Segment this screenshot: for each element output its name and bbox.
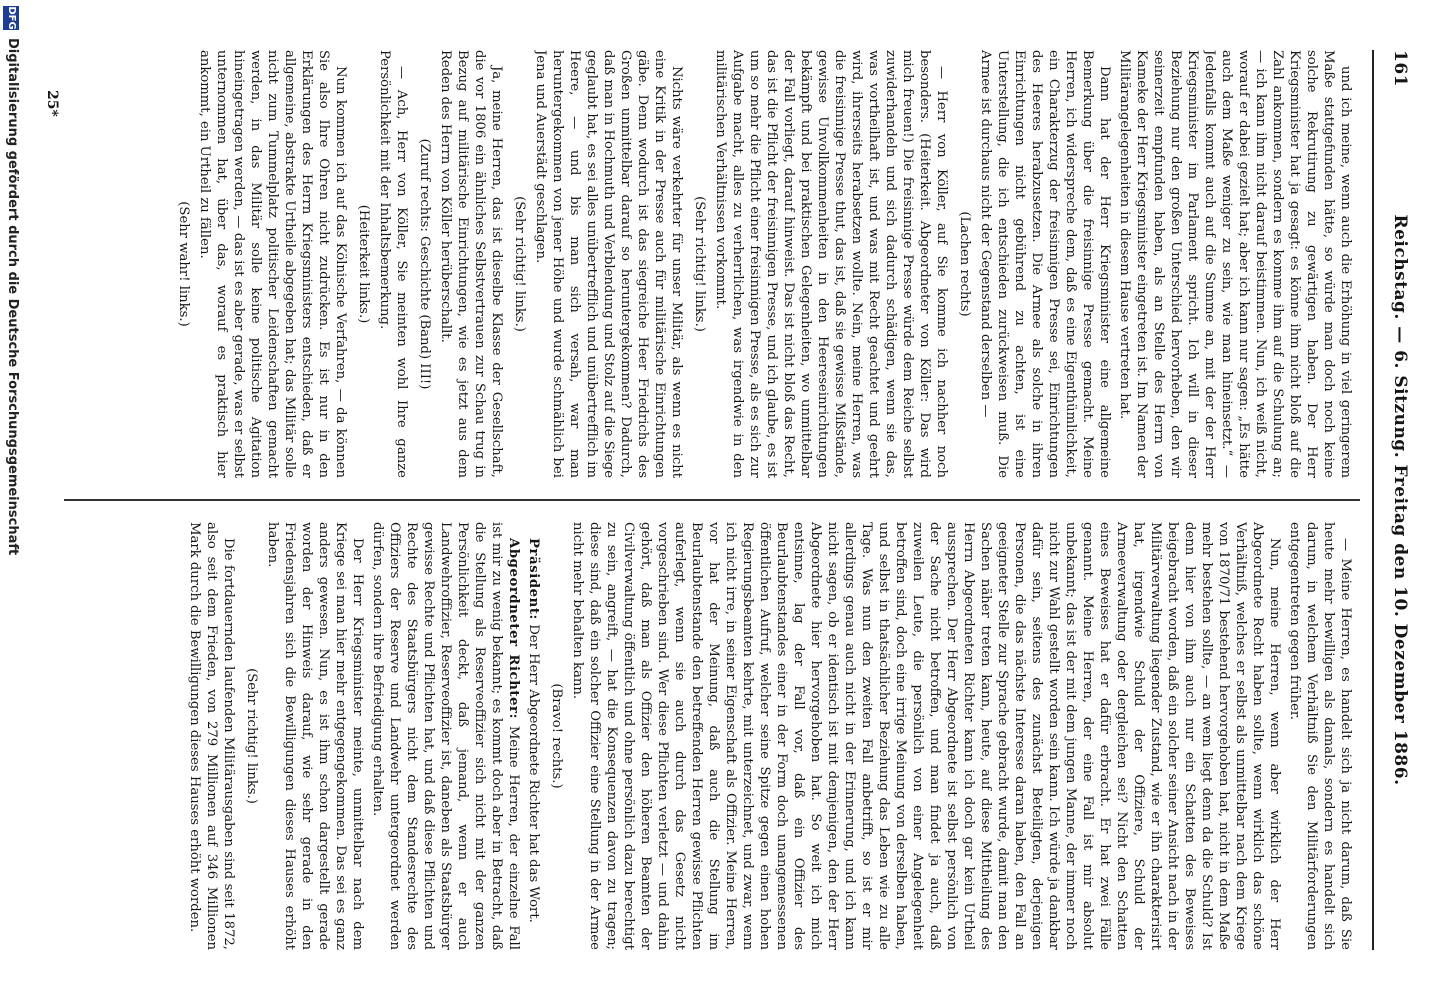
body-paragraph: Dann hat der Herr Kriegsminister eine allgemeine Bemerkung über die freisinnige Presse gemacht. Meine Herren, ich widerspreche dem, daß es eine Eigenthümlichkeit, ein Charakterzug der freisinnigen Presse sei, Einrichtungen des Heeres herabzusetzen. Die Armee als solche in ihren Einrichtungen nicht gebührend zu achten, ist eine Unterstellung, die ich entschieden zurückweisen muß. Die Armee ist durchaus nicht der Gegenstand derselben —: [978, 50, 1112, 478]
speaker-name: Abgeordneter Richter:: [506, 538, 521, 720]
stage-direction: (Lachen rechts): [957, 211, 972, 317]
watermark-text: Digitalisierung gefördert durch die Deutsche Forschungsgemeinschaft: [5, 38, 20, 556]
speech-paragraph: [525, 522, 542, 950]
column-second: [64, 522, 1354, 950]
running-title: Reichstag. — 6. Sitzung. Freitag den 10. Dezember 1886.: [1390, 214, 1410, 786]
body-paragraph: — Meine Herren, es handelt sich ja nicht darum, daß Sie heute mehr bewilligen als damals, sondern es handelt sich darum, in welchem Verhältniß Sie den Militärforderungen entgegentreten gegen früher.: [1287, 522, 1353, 950]
body-paragraph: — Herr von Köller, auf Sie komme ich nachher noch besonders. (Heiterkeit. Abgeordneter von Köller: Das wird mich freuen!) Die freisinnige Presse würde dem Reiche selbst zuwiderhandeln und sich dadurch schädigen, wenn sie das, was vortheilhaft ist, und was mit Recht geachtet und geehrt wird, ihrerseits herabsetzen wollte. Nein, meine Herren, was die freisinnige Presse thut, das ist, daß sie gewisse Mißstände, gewisse Unvollkommenheiten in den Heereseinrichtungen bekämpft und bei praktischen Gelegenheiten, wo unmittelbar der Fall vorliegt, darauf hinweist. Das ist nicht bloß das Recht, das ist die Pflicht der freisinnigen Presse, und ich glaube, es ist um so mehr die Pflicht einer freisinnigen Presse, als es sich zur Aufgabe macht, alles zu verherrlichen, was irgendwie in den militärischen Verhältnissen vorkommt.: [713, 50, 949, 478]
speech-text: Meine Herren, der einzelne Fall ist mir zu wenig bekannt; es kommt doch aber in Betracht, daß die Stellung als Reserveoffizier sich nicht mit der ganzen Persönlichkeit deckt, daß jemand, wenn er auch Landwehroffizier, Reserveoffizier ist, daneben als Staatsbürger gewisse Rechte und Pflichten hat, und daß diese Pflichten und Rechte des Staatsbürgers nicht dem Standesrechte des Offiziers der Reserve und Landwehr untergeordnet werden dürfen, sondern ihre Befriedigung erhalten.: [370, 522, 521, 950]
body-paragraph: Nun, meine Herren, wenn aber wirklich der Herr Abgeordnete Recht haben sollte, wenn wirklich das schöne Verhältniß, welches er selbst als unmittelbar nach dem Kriege von 1870/71 bestehend hervorgehoben hat, nicht in dem Maße mehr bestehen sollte, — an wem liegt denn da die Schuld? Ist denn hier von ihm auch nur ein Schatten des Beweises beigebracht worden, daß ein solcher seiner Ansicht nach in der Militärverwaltung liegender Zustand, wie er ihn charakterisirt hat, irgendwie Schuld der Offiziere, Schuld der Armeeverwaltung oder dergleichen sei? Nicht den Schatten eines Beweises hat er dafür erbracht. Er hat zwei Fälle genannt. Meine Herren, der eine Fall ist mir absolut unbekannt; das ist der mit dem jungen Manne, der immer noch nicht zur Wahl gestellt worden sein kann. Ich würde ja dankbar dafür sein, seitens des zunächst Beteiligten, derjenigen Personen, die das nächste Interesse daran haben, den Fall an geeigneter Stelle zur Sprache gebracht wurde, damit man den Sachen näher treten kann, heute, auf diese Mittheilung des Herrn Abgeordneten Richter kann ich doch gar kein Urtheil aussprechen. Der Herr Abgeordnete ist selbst persönlich von der Sache nicht betroffen, und man findet ja auch, daß zuweilen Leute, die persönlich von einer Angelegenheit betroffen sind, doch eine irrige Meinung von derselben haben, und selbst in thatsächlicher Beziehung das Leben wie zu alle Tage. Was nun den zweiten Fall anbetrifft, so ist er mir allerdings genau auch nicht in der Erinnerung, und ich kann nicht sagen, ob er identisch ist mit demjenigen, den der Herr Abgeordnete hier hervorgehoben hat. So weit ich mich entsinne, lag der Fall vor, daß ein Offizier des Beurlaubtenstandes einer in der Form doch unangemessenen öffentlichen Aufruf, welcher seine Spitze gegen einen hohen Regierungsbeamten kehrte, mit unterzeichnet, und zwar, wenn ich nicht irre, in seiner Eigenschaft als Offizier. Meine Herren, vor hat der Meinung, daß auch die Stellung im Beurlaubtenstande den betreffenden Herren gewisse Pflichten auferlegt, wenn sie auch durch das Gesetz nicht vorgeschrieben sind. Wer diese Pflichten verletzt — und dahin gehört, daß man als Offizier den höheren Beamten der Civilverwaltung öffentlich und ohne persönlich dazu berechtigt zu sein, angreift, — hat die Konsequenzen davon zu tragen; diese sind, daß ein solcher Offizier eine Stellung in der Armee nicht mehr behalten kann.: [570, 522, 1282, 950]
speech-paragraph: [369, 522, 522, 950]
speech-text: Der Herr Abgeordnete Richter hat das Wort.: [526, 624, 541, 923]
stage-direction: (Sehr richtig! links.): [692, 196, 707, 332]
stage-direction: (Zuruf rechts: Geschichte (Band) III!): [417, 138, 432, 390]
dfg-watermark: [0, 0, 22, 1000]
page-header: [1380, 50, 1416, 950]
body-paragraph: Nichts wäre verkehrter für unser Militär, als wenn es nicht eine Kritik in der Presse auch für militärische Einrichtungen gäbe. Denn wodurch ist das siegreiche Heer Friedrichs des Großen unmittelbar darauf so heruntergekommen? Dadurch, daß man in Hochmuth und Verblendung und Stolz auf die Siege geglaubt hat, es sei alles unübertrefflich und unübertrefflich im Heere, — und bis man sich versah, war man heruntergekommen von jener Höhe und wurde schmählich bei Jena und Auerstädt geschlagen.: [533, 50, 684, 478]
column-first: [64, 50, 1354, 478]
stage-direction: (Bravo! rechts.): [549, 683, 564, 789]
stage-direction: (Heiterkeit links.): [356, 204, 371, 324]
stage-direction: (Sehr richtig! links.): [244, 668, 259, 804]
stage-direction: (Sehr wahr! links.): [176, 201, 191, 327]
speaker-name: Präsident:: [526, 538, 541, 621]
header-rule: [1372, 50, 1374, 950]
stage-direction: (Sehr richtig! links.): [512, 196, 527, 332]
signature-mark: 25*: [44, 90, 60, 117]
body-paragraph: — Ach, Herr von Köller, Sie meinten wohl Ihre ganze Persönlichkeit mit der Inhaltsbemerkung.: [377, 50, 409, 478]
dfg-logo-icon: DFG: [3, 6, 19, 30]
body-paragraph: Nun kommen ich auf das Kölnische Verfahren, — da können Sie also Ihre Ohren nicht zudrücken. Es ist nur in den Erklärungen des Herrn Kriegsministers entschieden, daß er allgemeine, abstrakte Urtheile abgegeben hat; das Militär solle nicht zum Tummelplatz politischer Leidenschaften gemacht werden, in das Militär solle keine politische Agitation hineingetragen werden, — das ist es aber gerade, was er selbst unternommen hat, über das, worauf es praktisch hier ankommt, ein Urtheil zu fällen.: [197, 50, 348, 478]
body-paragraph: und ich meine, wenn auch die Erhöhung in viel geringerem Maße stattgefunden hätte, so würde man doch noch keine solche Rekrutirung zu gewärtigen haben. Der Herr Kriegsminister hat ja gesagt: es könne ihm nicht bloß auf die Zahl ankommen, sondern es komme ihm auf die Schulung an; — ich kann ihm nicht darauf beistimmen. Nun, ich weiß nicht, worauf er dabei gezielt hat; aber ich kann nur sagen: „Es hätte auch dem Maße weniger zu sein, wie man hineinsetzt.“ — Jedenfalls kommt auch auf die Summe an, mit der der Herr Kriegsminister im Parlament spricht. Ich will in dieser Beziehung nur den großen Unterschied hervorheben, den wir seinerzeit empfunden haben, als an Stelle des Herrn von Kameke der Herr Kriegsminister eingetreten ist. Im Namen der Militärangelegenheiten in diesem Hause vertreten hat.: [1117, 50, 1353, 478]
column-divider: [64, 499, 1360, 501]
body-paragraph: Ja, meine Herren, das ist dieselbe Klasse der Gesellschaft, die vor 1806 ein ähnliches Selbstvertrauen zur Schau trug in Bezug auf militärische Einrichtungen, wie es jetzt aus dem Reden des Herrn von Köller herüberschallt.: [438, 50, 504, 478]
page-number: 161: [1390, 50, 1410, 87]
body-paragraph: Der Herr Kriegsminister meinte, unmittelbar nach dem Kriege sei man hier mehr entgegengekommen. Das sei es ganz anders gewesen. Nun, es ist ihm schon dargestellt gerade worden der Hinweis darauf, wie sehr gerade in den Friedensjahren sich die Bewilligungen dieses Hauses erhöht haben.: [265, 522, 365, 950]
body-paragraph: Die fortdauernden laufenden Militärausgaben sind seit 1872, also seit dem Frieden, von 279 Millionen auf 346 Millionen Mark durch die Bewilligungen dieses Hauses erhöht worden.: [187, 522, 236, 950]
